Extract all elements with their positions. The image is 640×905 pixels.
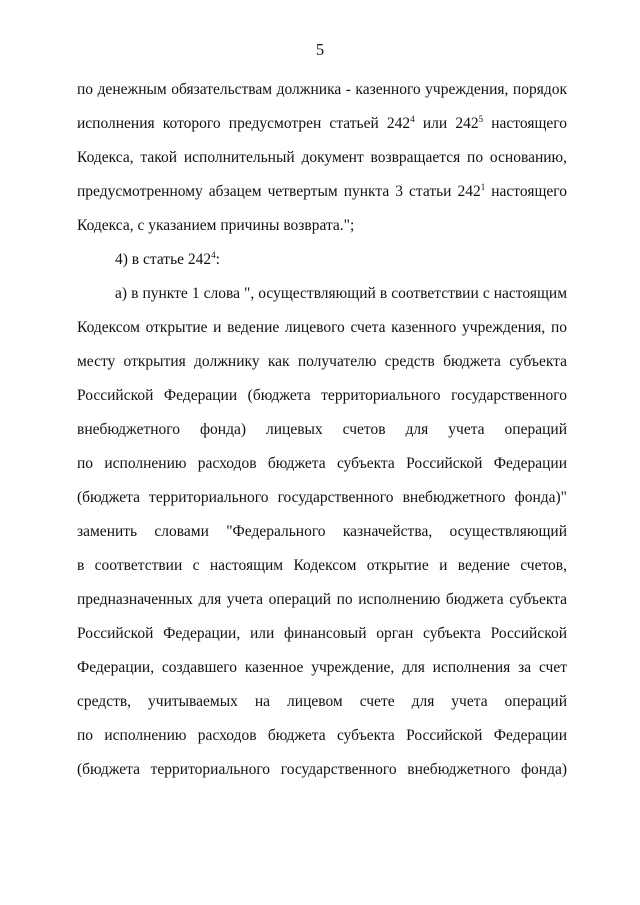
text-line bbox=[77, 719, 567, 753]
text-line bbox=[77, 515, 567, 549]
line-text: предназначенных для учета операций по исполнению бюджета субъекта bbox=[77, 591, 567, 608]
text-line bbox=[77, 447, 567, 481]
text-line bbox=[77, 379, 567, 413]
superscript: 5 bbox=[478, 114, 484, 124]
line-text: а) в пункте 1 слова ", осуществляющий в соответствии с настоящим bbox=[115, 285, 567, 302]
line-text: Федерации, создавшего казенное учреждение, для исполнения за счет bbox=[77, 659, 567, 676]
text-line bbox=[77, 175, 567, 209]
line-text: заменить словами "Федерального казначейства, осуществляющий bbox=[77, 523, 567, 540]
line-text: : bbox=[215, 251, 220, 268]
text-line bbox=[77, 549, 567, 583]
page-number: 5 bbox=[315, 40, 325, 59]
line-text: внебюджетного фонда) лицевых счетов для учета операций bbox=[77, 421, 567, 438]
text-line bbox=[77, 209, 567, 243]
body-text bbox=[77, 73, 567, 787]
text-line bbox=[77, 481, 567, 515]
line-text: 4) в статье 242 bbox=[115, 251, 212, 268]
text-line bbox=[77, 685, 567, 719]
line-text: настоящего bbox=[485, 183, 567, 200]
line-text: (бюджета территориального государственного внебюджетного фонда) bbox=[77, 761, 567, 778]
line-text: Российской Федерации (бюджета территориального государственного bbox=[77, 387, 567, 404]
line-text: по денежным обязательствам должника - казенного учреждения, порядок bbox=[77, 81, 567, 98]
line-text: Кодексом открытие и ведение лицевого счета казенного учреждения, по bbox=[77, 319, 567, 336]
text-line bbox=[77, 311, 567, 345]
line-text: месту открытия должнику как получателю средств бюджета субъекта bbox=[77, 353, 567, 370]
text-line bbox=[77, 583, 567, 617]
superscript: 1 bbox=[480, 182, 486, 192]
line-text: настоящего bbox=[483, 115, 567, 132]
text-line bbox=[77, 617, 567, 651]
text-line bbox=[77, 345, 567, 379]
text-line bbox=[77, 243, 567, 277]
line-text: или 242 bbox=[414, 115, 479, 132]
text-line bbox=[77, 413, 567, 447]
line-text: по исполнению расходов бюджета субъекта Российской Федерации bbox=[77, 455, 567, 472]
line-text: Кодекса, с указанием причины возврата."; bbox=[77, 217, 355, 234]
line-text: (бюджета территориального государственного внебюджетного фонда)" bbox=[77, 489, 567, 506]
line-text: исполнения которого предусмотрен статьей 242 bbox=[77, 115, 411, 132]
superscript: 4 bbox=[211, 250, 216, 260]
text-line bbox=[77, 277, 567, 311]
text-line bbox=[77, 141, 567, 175]
line-text: Кодекса, такой исполнительный документ возвращается по основанию, bbox=[77, 149, 567, 166]
line-text: Российской Федерации, или финансовый орган субъекта Российской bbox=[77, 625, 567, 642]
line-text: предусмотренному абзацем четвертым пункта 3 статьи 242 bbox=[77, 183, 481, 200]
text-line bbox=[77, 73, 567, 107]
text-line bbox=[77, 651, 567, 685]
line-text: по исполнению расходов бюджета субъекта Российской Федерации bbox=[77, 727, 567, 744]
text-line bbox=[77, 753, 567, 787]
line-text: в соответствии с настоящим Кодексом открытие и ведение счетов, bbox=[77, 557, 567, 574]
line-text: средств, учитываемых на лицевом счете для учета операций bbox=[77, 693, 567, 710]
superscript: 4 bbox=[410, 114, 415, 124]
text-line bbox=[77, 107, 567, 141]
